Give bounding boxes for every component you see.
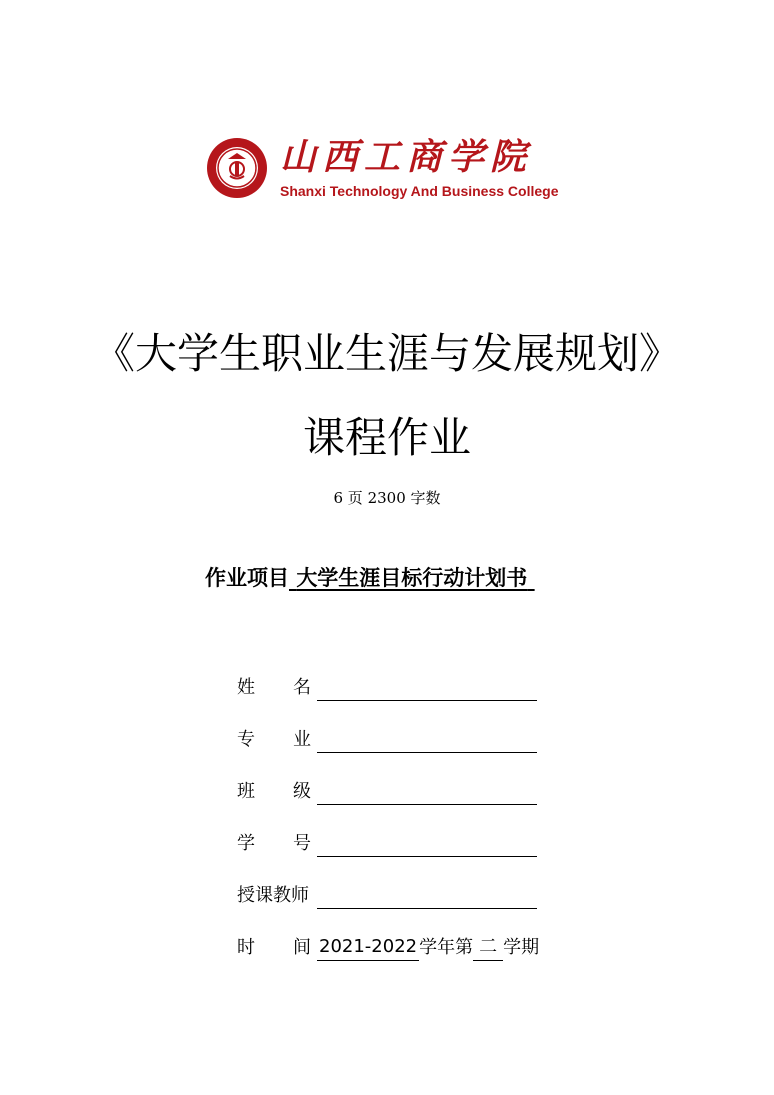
form-row-name (237, 673, 537, 701)
major-label: 专 业 (237, 729, 311, 750)
teacher-field[interactable] (317, 888, 537, 909)
form-row-teacher (237, 881, 537, 909)
term-suffix: 学期 (503, 937, 540, 958)
form-row-student-id (237, 829, 537, 857)
class-label: 班 级 (237, 781, 311, 802)
college-name-cn: 山西工商学院 (280, 136, 533, 178)
student-id-field[interactable] (317, 836, 537, 857)
form-row-time (237, 933, 539, 961)
document-subtitle: 课程作业 (302, 413, 471, 462)
assignment-project (205, 563, 535, 593)
project-value: 大学生涯目标行动计划书 (296, 566, 528, 590)
form-row-class (237, 777, 537, 805)
college-seal-icon (206, 137, 268, 199)
college-logo (206, 137, 559, 199)
time-label: 时 间 (237, 937, 311, 958)
academic-year-field[interactable]: 2021-2022 (317, 934, 419, 961)
page-word-count: 6 页 2300 字数 (333, 489, 441, 507)
academic-year-suffix: 学年第 (419, 937, 474, 958)
term-field[interactable]: 二 (473, 934, 503, 961)
college-name-en: Shanxi Technology And Business College (280, 183, 559, 199)
project-label: 作业项目 (205, 566, 289, 590)
teacher-label: 授课教师 (237, 885, 309, 906)
major-field[interactable] (317, 732, 537, 753)
name-label: 姓 名 (237, 677, 311, 698)
class-field[interactable] (317, 784, 537, 805)
document-title: 《大学生职业生涯与发展规划》 (92, 329, 681, 378)
student-id-label: 学 号 (237, 833, 311, 854)
form-row-major (237, 725, 537, 753)
name-field[interactable] (317, 680, 537, 701)
